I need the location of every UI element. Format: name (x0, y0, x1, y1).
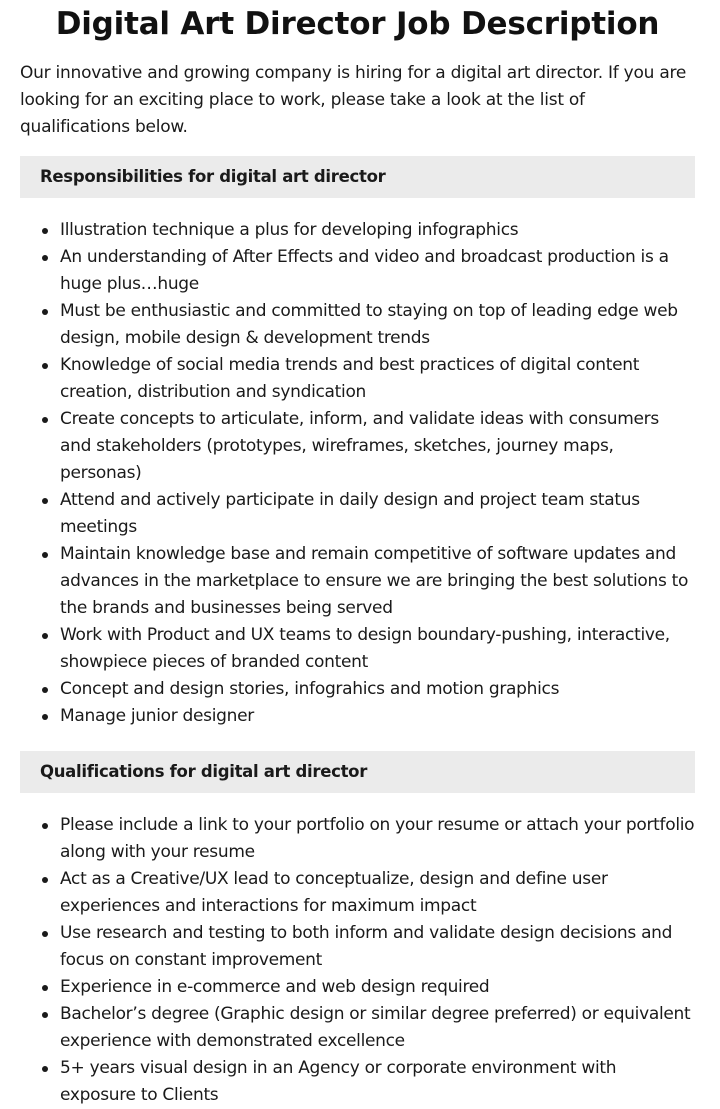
list-item: Manage junior designer (20, 703, 695, 730)
intro-paragraph: Our innovative and growing company is hiring for a digital art director. If you are looking for an exciting place to work, please take a look at the list of qualifications below. (20, 63, 687, 137)
list-item: Please include a link to your portfolio on your resume or attach your portfolio along with your resume (20, 812, 695, 866)
list-item: Bachelor’s degree (Graphic design or similar degree preferred) or equivalent experience with demonstrated excellence (20, 1001, 695, 1055)
list-item: Experience in e-commerce and web design required (20, 974, 695, 1001)
responsibilities-heading: Responsibilities for digital art director (20, 156, 695, 198)
list-item: Illustration technique a plus for developing infographics (20, 217, 695, 244)
list-item: Attend and actively participate in daily design and project team status meetings (20, 487, 695, 541)
list-item: 5+ years visual design in an Agency or corporate environment with exposure to Clients (20, 1055, 695, 1109)
list-item: Knowledge of social media trends and best practices of digital content creation, distribution and syndication (20, 352, 695, 406)
list-item: Use research and testing to both inform and validate design decisions and focus on constant improvement (20, 920, 695, 974)
qualifications-heading: Qualifications for digital art director (20, 751, 695, 793)
list-item: Must be enthusiastic and committed to staying on top of leading edge web design, mobile design & development trends (20, 298, 695, 352)
responsibilities-list (20, 217, 695, 730)
list-item: Maintain knowledge base and remain competitive of software updates and advances in the marketplace to ensure we are bringing the best solutions to the brands and businesses being served (20, 541, 695, 622)
page-title: Digital Art Director Job Description (55, 6, 660, 42)
list-item: Create concepts to articulate, inform, and validate ideas with consumers and stakeholders (prototypes, wireframes, sketches, journey maps, personas) (20, 406, 695, 487)
list-item: Concept and design stories, infograhics and motion graphics (20, 676, 695, 703)
list-item: An understanding of After Effects and video and broadcast production is a huge plus…huge (20, 244, 695, 298)
qualifications-list (20, 812, 695, 1109)
list-item: Work with Product and UX teams to design boundary-pushing, interactive, showpiece pieces of branded content (20, 622, 695, 676)
list-item: Act as a Creative/UX lead to conceptualize, design and define user experiences and interactions for maximum impact (20, 866, 695, 920)
